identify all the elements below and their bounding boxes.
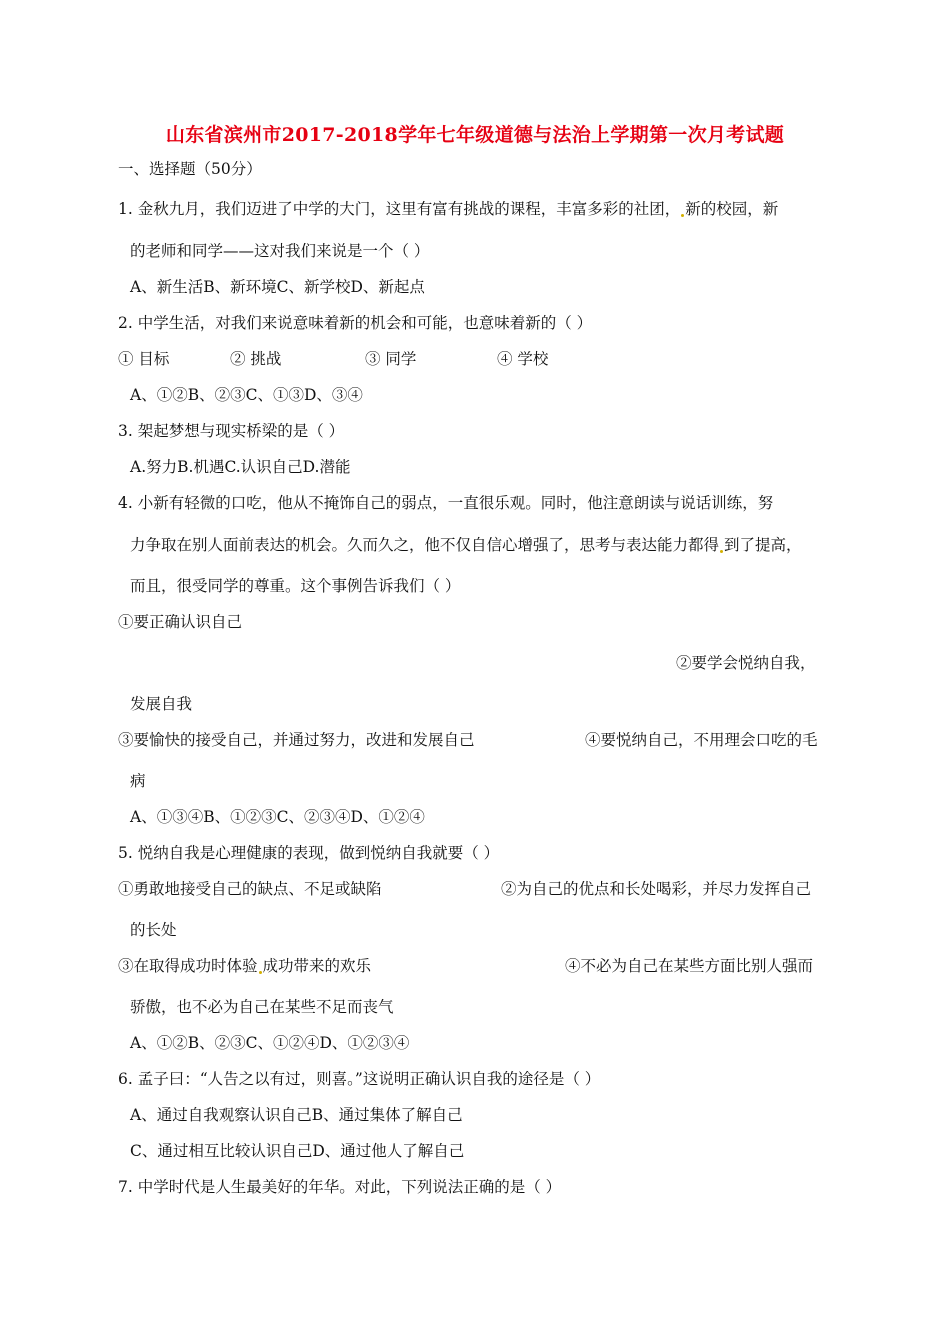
q5-item-2: ②为自己的优点和长处喝彩，并尽力发挥自己 bbox=[501, 880, 812, 898]
q2-item-3: ③ 同学 bbox=[365, 350, 417, 368]
q5-item-3-text-a: ③在取得成功时体验 bbox=[118, 957, 258, 975]
q7-stem: 7. 中学时代是人生最美好的年华。对此，下列说法正确的是（ ） bbox=[118, 1178, 562, 1196]
q2-item-4: ④ 学校 bbox=[497, 350, 549, 368]
q4-item-4: ④要悦纳自己，不用理会口吃的毛 bbox=[585, 731, 818, 749]
q5-item-4: ④不必为自己在某些方面比别人强而 bbox=[565, 957, 814, 975]
scan-dot-mark bbox=[720, 550, 723, 553]
q4-line2-text-b: 到了提高， bbox=[724, 536, 802, 554]
q2-options: A、①②B、②③C、①③D、③④ bbox=[130, 386, 363, 404]
q3-options: A.努力B.机遇C.认识自己D.潜能 bbox=[130, 458, 351, 476]
q4-item-2-continued: 发展自我 bbox=[130, 695, 193, 713]
q4-options: A、①③④B、①②③C、②③④D、①②④ bbox=[130, 808, 425, 826]
q1-line1-text-b: 新的校园，新 bbox=[685, 200, 779, 218]
q4-item-3: ③要愉快的接受自己，并通过努力，改进和发展自己 bbox=[118, 731, 475, 749]
q1-line2: 的老师和同学——这对我们来说是一个（ ） bbox=[130, 242, 430, 260]
scan-dot-mark bbox=[259, 971, 262, 974]
q6-options-ab: A、通过自我观察认识自己B、通过集体了解自己 bbox=[130, 1106, 463, 1124]
q5-item-3-text-b: 成功带来的欢乐 bbox=[262, 957, 372, 975]
q2-item-2: ② 挑战 bbox=[230, 350, 282, 368]
q5-item-4-continued: 骄傲，也不必为自己在某些不足而丧气 bbox=[130, 998, 394, 1016]
section-heading: 一、选择题（50分） bbox=[118, 160, 262, 178]
q5-item-1: ①勇敢地接受自己的缺点、不足或缺陷 bbox=[118, 880, 382, 898]
q1-line1-text-a: 1. 金秋九月，我们迈进了中学的大门，这里有富有挑战的课程，丰富多彩的社团， bbox=[118, 200, 681, 218]
q3-stem: 3. 架起梦想与现实桥梁的是（ ） bbox=[118, 422, 345, 440]
q5-options: A、①②B、②③C、①②④D、①②③④ bbox=[130, 1034, 410, 1052]
q4-line2 bbox=[130, 534, 802, 556]
document-title: 山东省滨州市2017-2018学年七年级道德与法治上学期第一次月考试题 bbox=[165, 124, 785, 146]
q4-item-4-continued: 病 bbox=[130, 772, 146, 790]
q4-item-1: ①要正确认识自己 bbox=[118, 613, 243, 631]
q5-item-2-continued: 的长处 bbox=[130, 921, 177, 939]
q4-line1: 4. 小新有轻微的口吃，他从不掩饰自己的弱点，一直很乐观。同时，他注意朗读与说话训练，努 bbox=[118, 494, 774, 512]
q5-stem: 5. 悦纳自我是心理健康的表现，做到悦纳自我就要（ ） bbox=[118, 844, 500, 862]
q4-line2-text-a: 力争取在别人面前表达的机会。久而久之，他不仅自信心增强了，思考与表达能力都得 bbox=[130, 536, 720, 554]
q1-options: A、新生活B、新环境C、新学校D、新起点 bbox=[130, 278, 425, 296]
scan-dot-mark bbox=[681, 214, 684, 217]
q1-line1 bbox=[118, 198, 778, 220]
q2-stem: 2. 中学生活，对我们来说意味着新的机会和可能，也意味着新的（ ） bbox=[118, 314, 593, 332]
q5-item-3 bbox=[118, 955, 371, 977]
q6-options-cd: C、通过相互比较认识自己D、通过他人了解自己 bbox=[130, 1142, 465, 1160]
q6-stem: 6. 孟子曰：“人告之以有过，则喜。”这说明正确认识自我的途径是（ ） bbox=[118, 1070, 601, 1088]
q4-line3: 而且，很受同学的尊重。这个事例告诉我们（ ） bbox=[130, 577, 461, 595]
q4-item-2: ②要学会悦纳自我， bbox=[676, 654, 816, 672]
q2-item-1: ① 目标 bbox=[118, 350, 170, 368]
